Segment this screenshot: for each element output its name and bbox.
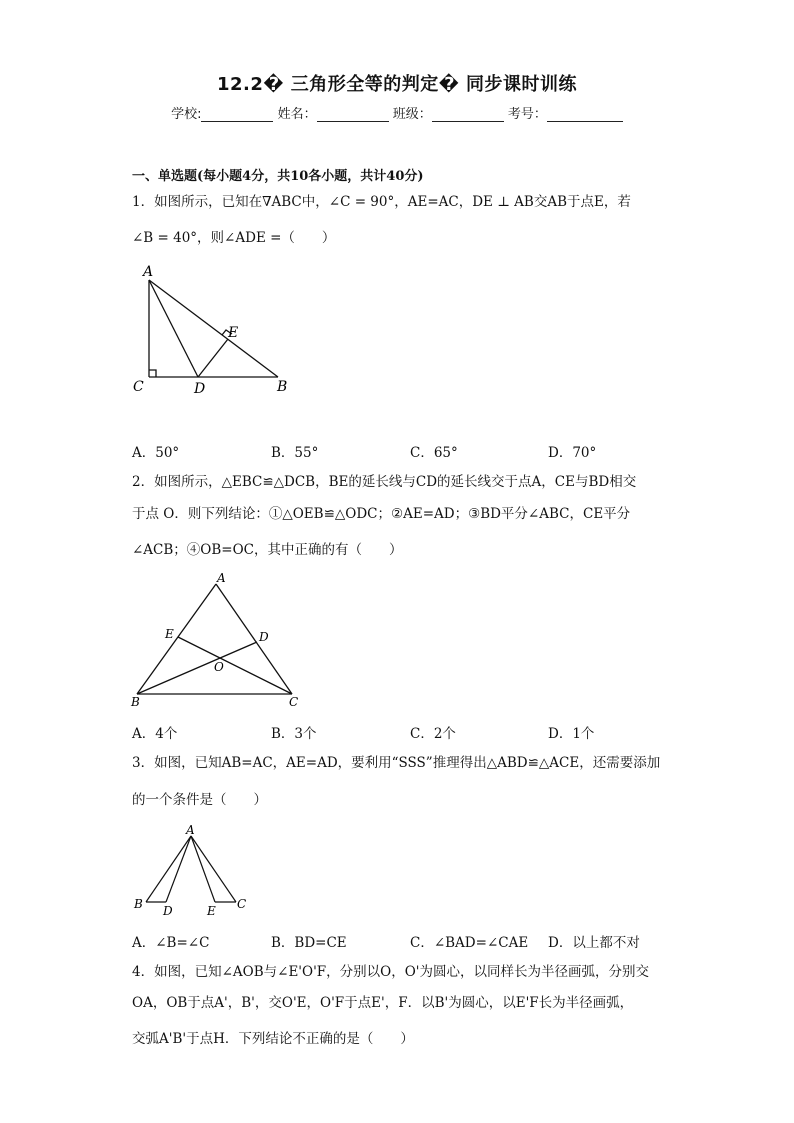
label-e: E xyxy=(228,325,239,341)
question-2-option-c[interactable]: C．2个 xyxy=(410,726,456,742)
question-2-option-b[interactable]: B．3个 xyxy=(271,726,317,742)
question-4-line-1: 4．如图，已知∠AOB与∠E'O'F，分别以O，O'为圆心，以同样长为半径画弧，分别交 xyxy=(132,964,650,980)
question-2-line-3: ∠ACB；④OB=OC，其中正确的有（ ） xyxy=(132,542,403,558)
number-blank[interactable] xyxy=(547,107,623,122)
label-o: O xyxy=(214,660,224,674)
student-info-line xyxy=(0,103,794,122)
label-e: E xyxy=(207,904,216,918)
question-1-option-a[interactable]: A．50° xyxy=(132,445,180,461)
segment-ac xyxy=(191,836,236,902)
question-1-option-b[interactable]: B．55° xyxy=(271,445,319,461)
label-d: D xyxy=(259,630,269,644)
question-3-line-1: 3．如图，已知AB=AC，AE=AD，要利用“SSS”推理得出△ABD≌△ACE，还需要添加 xyxy=(132,755,661,771)
question-1-line-2: ∠B = 40°，则∠ADE =（ ） xyxy=(132,230,336,246)
school-blank[interactable] xyxy=(201,107,273,122)
question-2-option-d[interactable]: D．1个 xyxy=(548,726,595,742)
question-3-option-d[interactable]: D．以上都不对 xyxy=(548,935,640,951)
label-e: E xyxy=(165,627,174,641)
right-angle-c xyxy=(149,370,156,377)
segment-ad xyxy=(166,836,191,902)
question-2-line-2: 于点 O．则下列结论：①△OEB≌△ODC；②AE=AD；③BD平分∠ABC，CE平分 xyxy=(132,506,631,522)
question-4-line-2: OA，OB于点A'，B'，交O'E，O'F于点E'，F．以B'为圆心，以E'F长为半径画弧， xyxy=(132,995,634,1011)
label-a: A xyxy=(186,823,195,837)
question-3-line-2: 的一个条件是（ ） xyxy=(132,792,267,808)
segment-ae xyxy=(191,836,215,902)
question-3-figure xyxy=(128,818,258,923)
segment-ac xyxy=(216,584,292,694)
school-label: 学校: xyxy=(171,107,202,122)
question-3-option-a[interactable]: A．∠B=∠C xyxy=(132,935,210,951)
name-blank[interactable] xyxy=(317,107,389,122)
question-1-option-c[interactable]: C．65° xyxy=(410,445,458,461)
class-label: 班级： xyxy=(392,107,432,122)
question-2-option-a[interactable]: A．4个 xyxy=(132,726,178,742)
label-c: C xyxy=(237,897,247,911)
label-b: B xyxy=(131,695,140,709)
label-a: A xyxy=(143,264,154,280)
label-d: D xyxy=(194,381,206,397)
question-3-option-c[interactable]: C．∠BAD=∠CAE xyxy=(410,935,529,951)
question-1-figure xyxy=(128,260,298,400)
question-1-line-1: 1．如图所示，已知在∇ABC中，∠C = 90°，AE=AC，DE ⊥ AB交AB于点E，若 xyxy=(132,194,631,210)
name-label: 姓名： xyxy=(277,107,317,122)
label-c: C xyxy=(133,379,144,395)
label-c: C xyxy=(289,695,299,709)
segment-ab xyxy=(146,836,191,902)
segment-ce xyxy=(178,637,292,694)
label-b: B xyxy=(134,897,143,911)
segment-de xyxy=(198,339,228,377)
question-4-line-3: 交弧A'B'于点H．下列结论不正确的是（ ） xyxy=(132,1031,414,1047)
question-2-line-1: 2．如图所示，△EBC≌△DCB，BE的延长线与CD的延长线交于点A，CE与BD相交 xyxy=(132,474,637,490)
class-blank[interactable] xyxy=(432,107,504,122)
number-label: 考号： xyxy=(507,107,547,122)
page-title: 12.2� 三角形全等的判定� 同步课时训练 xyxy=(216,74,578,95)
section-title: 一、单选题(每小题4分，共10各小题，共计40分) xyxy=(132,169,424,184)
label-a: A xyxy=(217,571,226,585)
label-b: B xyxy=(277,379,288,395)
label-d: D xyxy=(163,904,173,918)
question-3-option-b[interactable]: B．BD=CE xyxy=(271,935,347,951)
question-1-option-d[interactable]: D．70° xyxy=(548,445,597,461)
question-2-figure xyxy=(128,568,308,713)
segment-ad xyxy=(149,280,198,377)
segment-ab xyxy=(149,280,278,377)
